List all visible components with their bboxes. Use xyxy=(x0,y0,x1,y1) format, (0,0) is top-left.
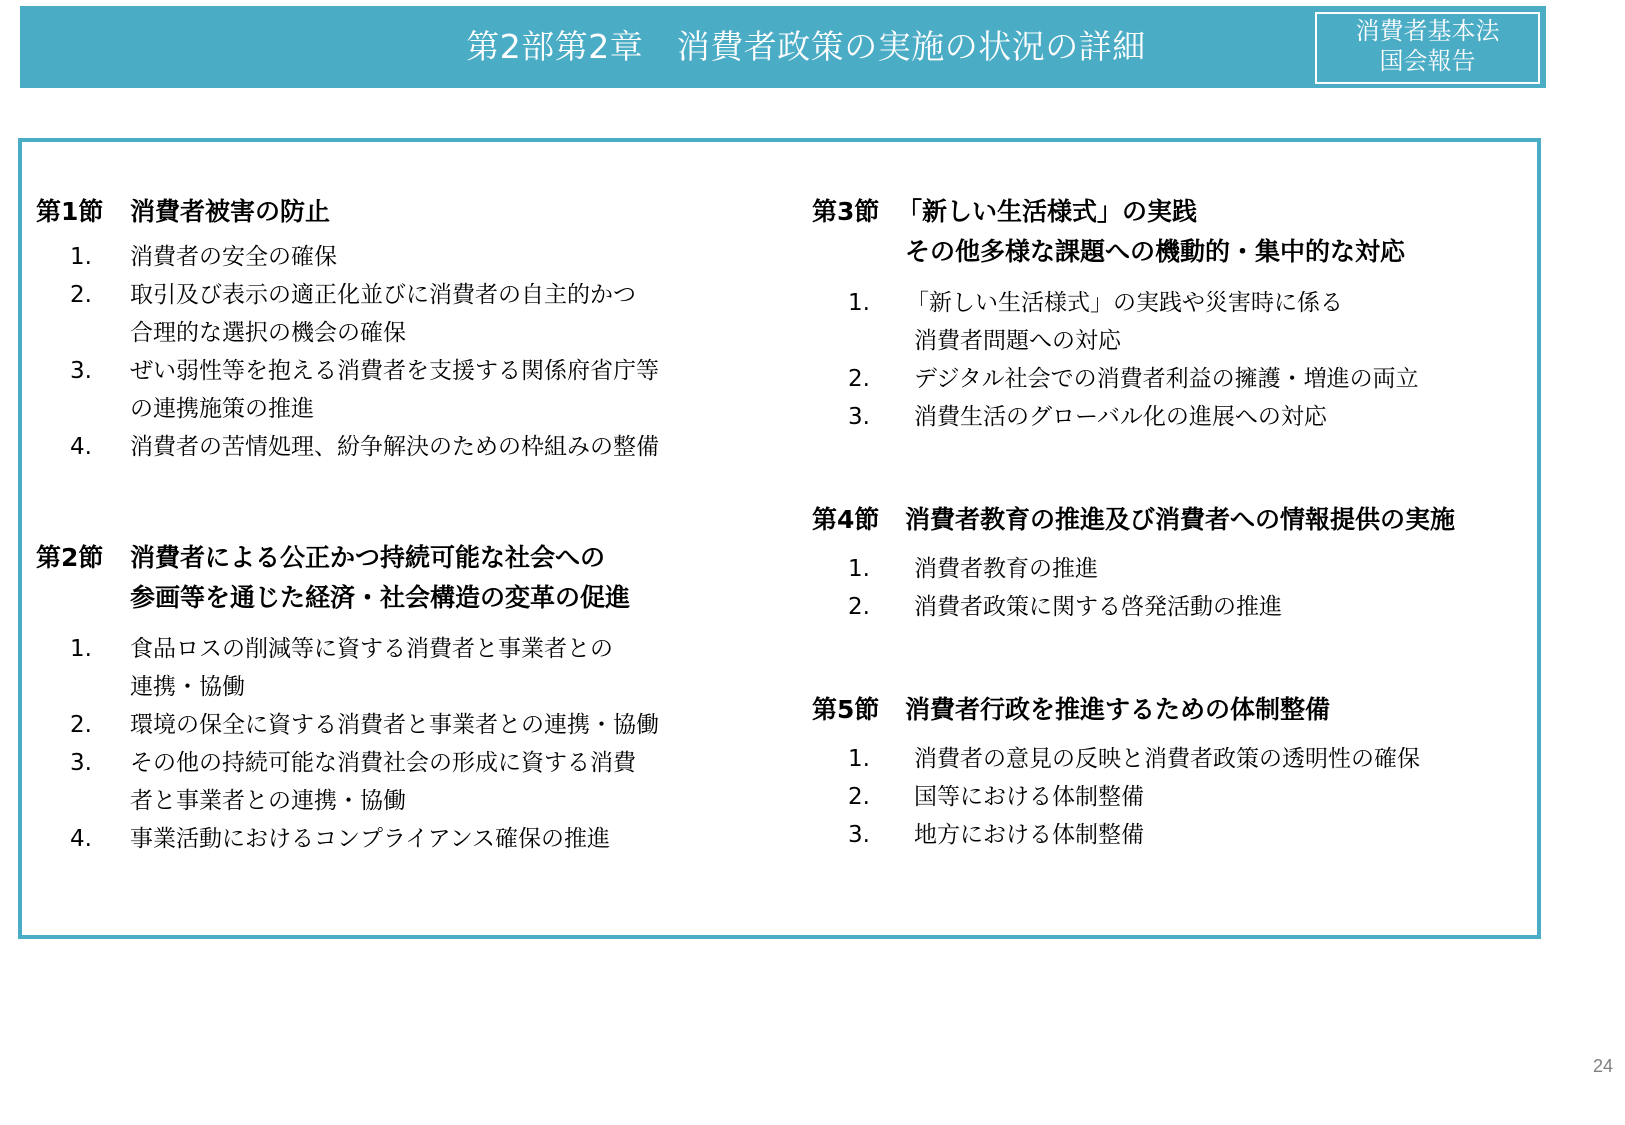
item-number: 1. xyxy=(848,290,870,316)
list-item xyxy=(812,360,1419,398)
list-item xyxy=(36,276,659,352)
section-title-line: 消費者教育の推進及び消費者への情報提供の実施 xyxy=(905,505,1456,534)
item-text: 者と事業者との連携・協働 xyxy=(130,788,406,814)
item-text: ぜい弱性等を抱える消費者を支援する関係府省庁等 xyxy=(130,358,659,384)
section-title-line: 消費者行政を推進するための体制整備 xyxy=(905,695,1331,724)
list-item xyxy=(812,816,1420,854)
badge-line-2: 国会報告 xyxy=(1379,47,1476,75)
item-text: 消費者の意見の反映と消費者政策の透明性の確保 xyxy=(914,746,1420,772)
item-text: 消費者の安全の確保 xyxy=(130,244,337,270)
section-number: 第2節 xyxy=(36,543,104,572)
list-item xyxy=(812,398,1419,436)
item-number: 3. xyxy=(848,404,870,430)
item-text: デジタル社会での消費者利益の擁護・増進の両立 xyxy=(914,366,1419,392)
list-item xyxy=(36,428,659,466)
section-heading xyxy=(812,192,1419,272)
list-item xyxy=(36,706,659,744)
section-title-line: 「新しい生活様式」の実践 xyxy=(897,197,1198,226)
item-text: その他の持続可能な消費社会の形成に資する消費 xyxy=(130,750,636,776)
item-text: の連携施策の推進 xyxy=(130,396,314,422)
report-badge xyxy=(1315,12,1540,84)
section-heading xyxy=(36,192,659,232)
list-item xyxy=(812,740,1420,778)
item-number: 2. xyxy=(848,784,870,810)
item-number: 4. xyxy=(70,826,92,852)
section-5 xyxy=(812,690,1420,854)
section-heading xyxy=(812,500,1455,540)
page-number: 24 xyxy=(1592,1056,1613,1076)
item-text: 消費者問題への対応 xyxy=(914,328,1121,354)
list-item xyxy=(812,588,1455,626)
item-number: 3. xyxy=(848,822,870,848)
item-number: 2. xyxy=(70,282,92,308)
section-2 xyxy=(36,538,659,858)
list-item xyxy=(36,630,659,706)
section-1 xyxy=(36,192,659,466)
item-number: 1. xyxy=(70,636,92,662)
list-item xyxy=(36,820,659,858)
item-text: 連携・協働 xyxy=(130,674,245,700)
section-3 xyxy=(812,192,1419,436)
item-text: 合理的な選択の機会の確保 xyxy=(130,320,406,346)
item-number: 2. xyxy=(848,366,870,392)
item-number: 1. xyxy=(848,556,870,582)
item-text: 国等における体制整備 xyxy=(914,784,1144,810)
section-title-line: 参画等を通じた経済・社会構造の変革の促進 xyxy=(130,583,631,612)
item-number: 4. xyxy=(70,434,92,460)
item-text: 事業活動におけるコンプライアンス確保の推進 xyxy=(130,826,611,852)
list-item xyxy=(36,352,659,428)
list-item xyxy=(812,778,1420,816)
item-number: 2. xyxy=(70,712,92,738)
item-text: 食品ロスの削減等に資する消費者と事業者との xyxy=(130,636,613,662)
section-heading xyxy=(36,538,659,618)
item-number: 2. xyxy=(848,594,870,620)
item-number: 1. xyxy=(848,746,870,772)
item-text: 「新しい生活様式」の実践や災害時に係る xyxy=(906,290,1343,316)
item-number: 1. xyxy=(70,244,92,270)
section-number: 第3節 xyxy=(812,197,880,226)
section-heading xyxy=(812,690,1420,730)
section-title-line: 消費者被害の防止 xyxy=(130,197,331,226)
list-item xyxy=(812,550,1455,588)
item-number: 3. xyxy=(70,358,92,384)
page-title: 第2部第2章 消費者政策の実施の状況の詳細 xyxy=(466,27,1146,66)
list-item xyxy=(36,744,659,820)
badge-line-1: 消費者基本法 xyxy=(1355,17,1500,45)
item-number: 3. xyxy=(70,750,92,776)
header-bar xyxy=(20,6,1546,88)
item-text: 消費者教育の推進 xyxy=(914,556,1098,582)
section-title-line: その他多様な課題への機動的・集中的な対応 xyxy=(905,237,1406,266)
section-number: 第1節 xyxy=(36,197,104,226)
section-title-line: 消費者による公正かつ持続可能な社会への xyxy=(130,543,606,572)
list-item xyxy=(812,284,1419,360)
item-text: 消費生活のグローバル化の進展への対応 xyxy=(914,404,1327,430)
item-text: 地方における体制整備 xyxy=(914,822,1144,848)
section-number: 第5節 xyxy=(812,695,880,724)
item-text: 消費者の苦情処理、紛争解決のための枠組みの整備 xyxy=(130,434,659,460)
section-4 xyxy=(812,500,1455,626)
list-item xyxy=(36,238,659,276)
item-text: 消費者政策に関する啓発活動の推進 xyxy=(914,594,1282,620)
section-number: 第4節 xyxy=(812,505,880,534)
item-text: 環境の保全に資する消費者と事業者との連携・協働 xyxy=(130,712,659,738)
item-text: 取引及び表示の適正化並びに消費者の自主的かつ xyxy=(130,282,636,308)
